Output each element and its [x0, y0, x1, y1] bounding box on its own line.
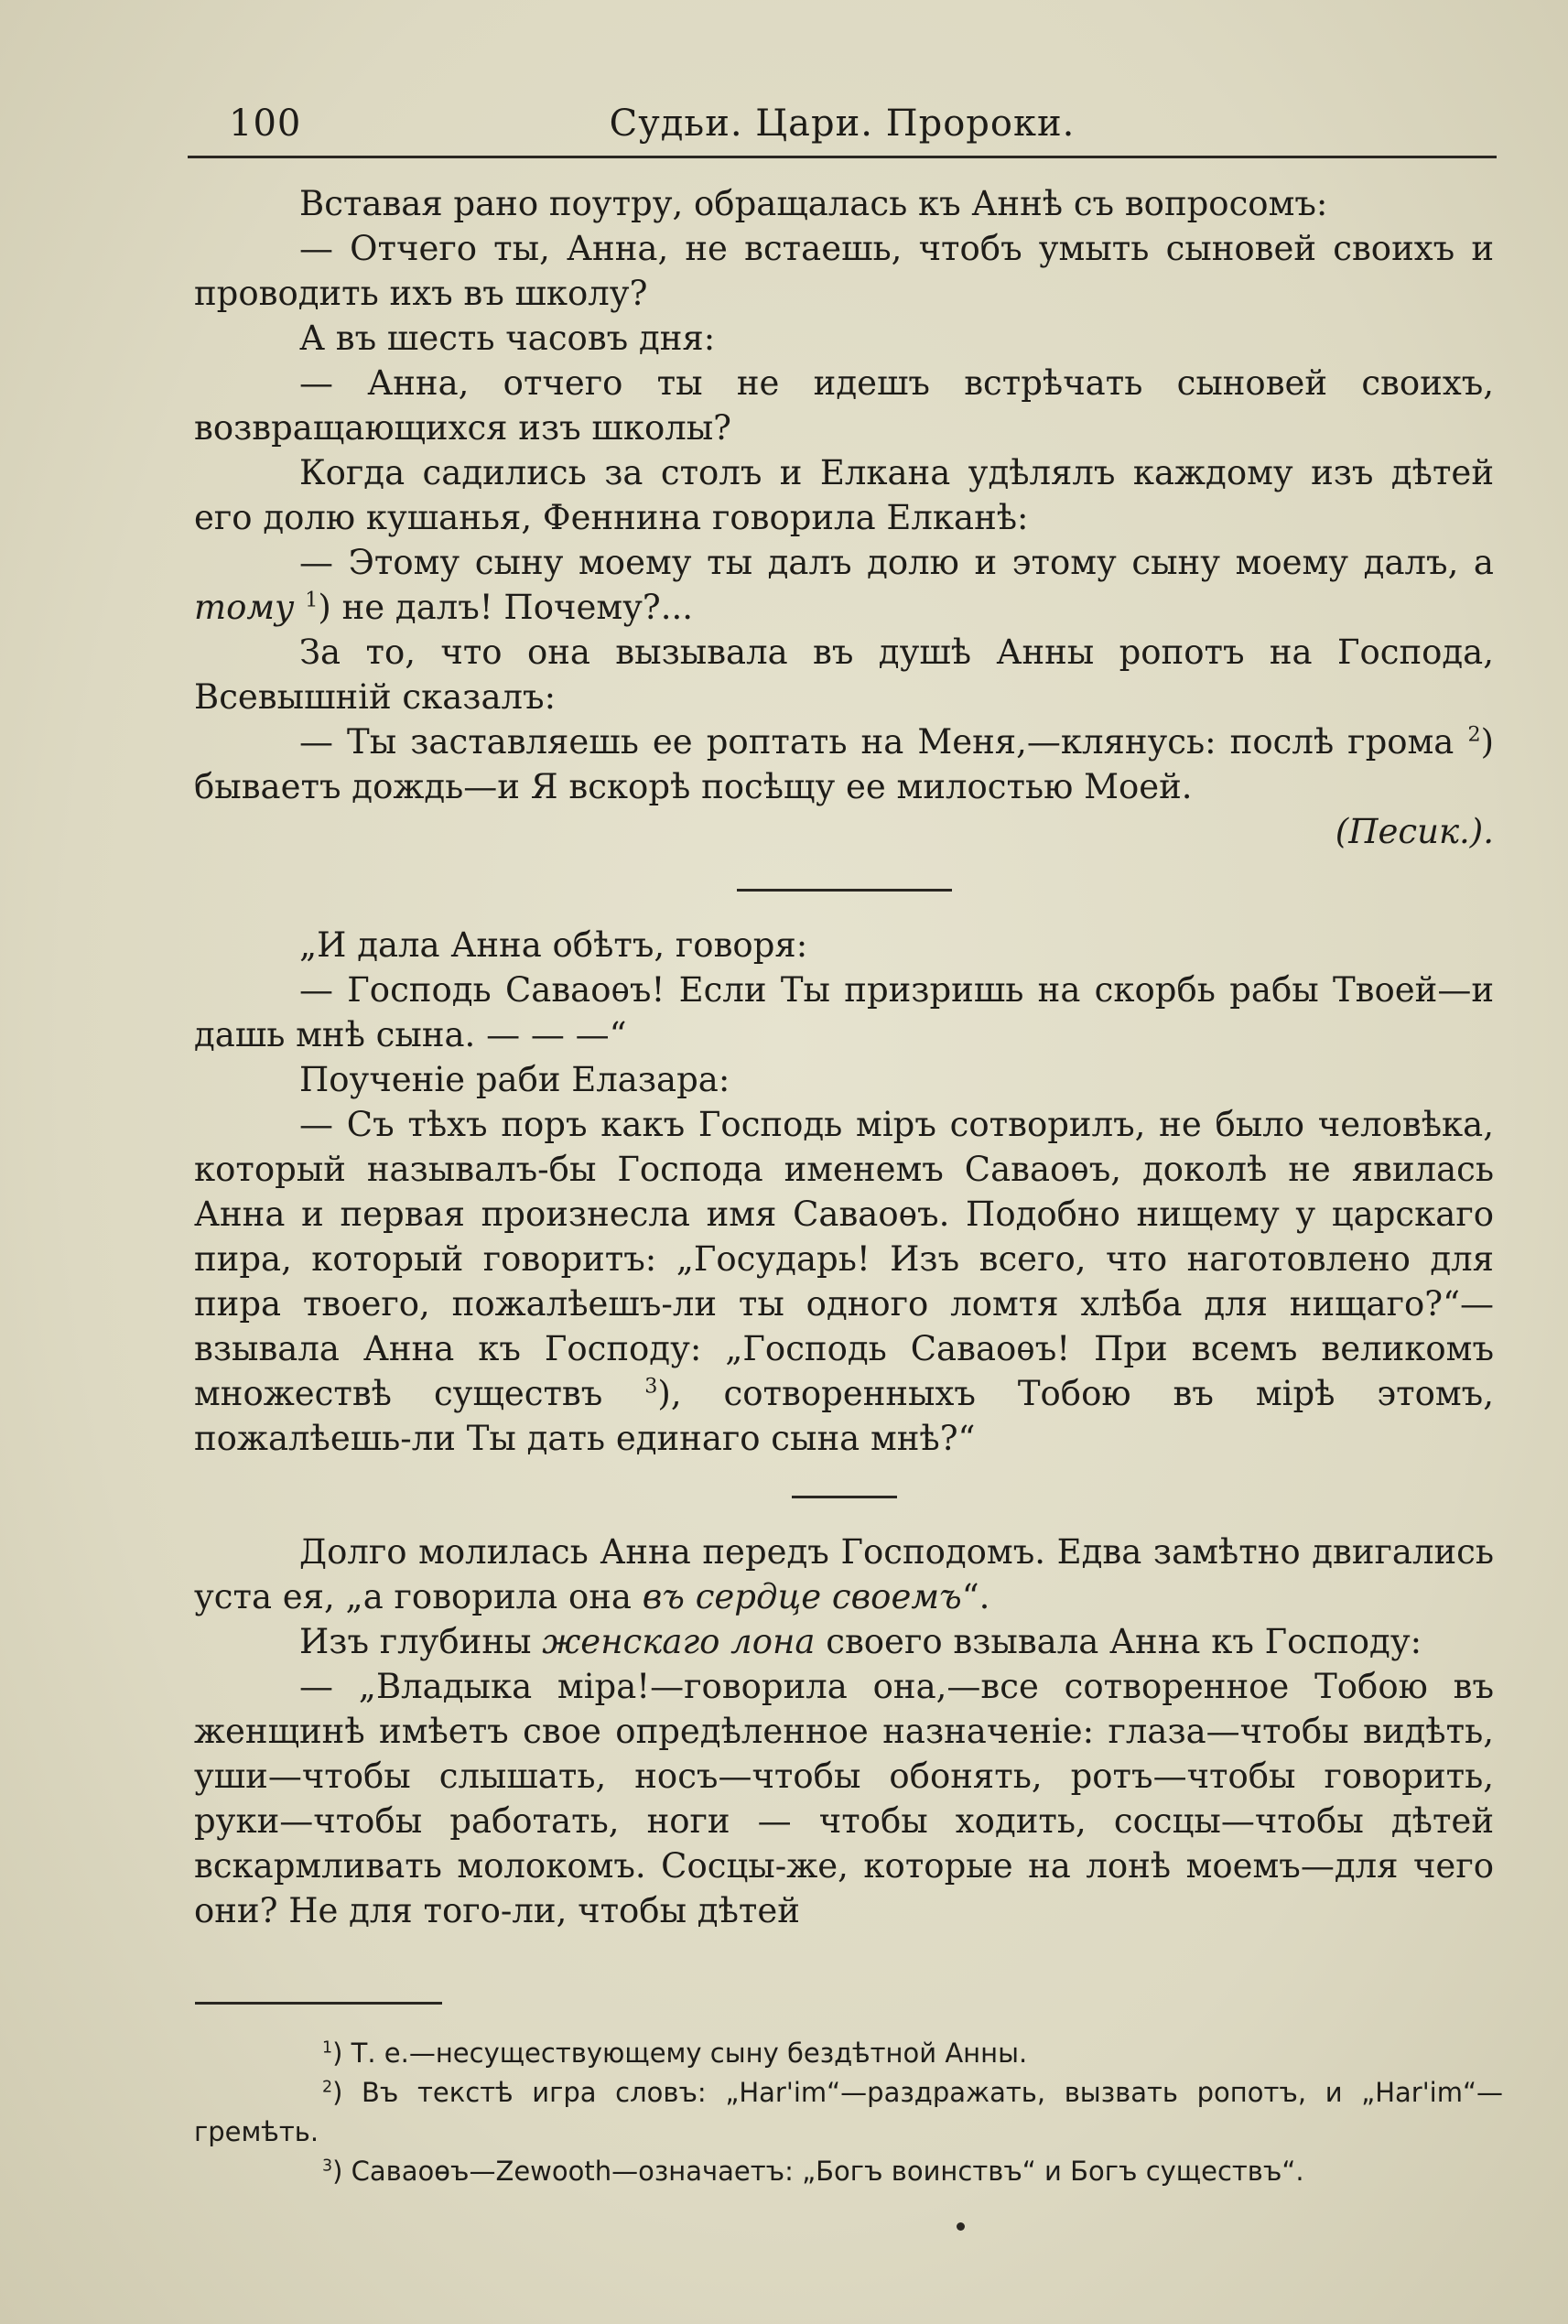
- paragraph: — Отчего ты, Анна, не встаешь, чтобъ умыть сыновей своихъ и проводить ихъ въ школу?: [194, 229, 1494, 313]
- text-run: ), сотворенныхъ Тобою въ мірѣ этомъ, пожалѣешь-ли Ты дать единаго сына мнѣ?“: [194, 1374, 1494, 1458]
- italic-text: въ сердце своемъ: [642, 1577, 962, 1616]
- paragraph: [194, 540, 1494, 630]
- paragraph: [194, 1530, 1494, 1619]
- paragraph: Вставая рано поутру, обращалась къ Аннѣ съ вопросомъ:: [299, 184, 1328, 223]
- paragraph: „И дала Анна обѣтъ, говоря:: [299, 925, 808, 965]
- italic-text: женскаго лона: [542, 1622, 816, 1661]
- paragraph: — Господь Саваоѳъ! Если Ты призришь на скорбь рабы Твоей—и дашь мнѣ сына. — — —“: [194, 970, 1494, 1054]
- footnote-text: ) Саваоѳъ—Zewooth—означаетъ: „Богъ воинствъ“ и Богъ существъ“.: [332, 2156, 1304, 2187]
- text-run: “.: [961, 1577, 990, 1616]
- text-run: — Этому сыну моему ты далъ долю и этому сыну моему далъ, а: [299, 543, 1494, 582]
- footnote-ref: 1: [305, 588, 319, 612]
- paragraph: — Анна, отчего ты не идешъ встрѣчать сыновей своихъ, возвращающихся изъ школы?: [194, 363, 1494, 448]
- paragraph: — „Владыка міра!—говорила она,—все сотворенное Тобою въ женщинѣ имѣетъ свое опредѣленное назначеніе: глаза—чтобы видѣть, уши—чтобы слышать, носъ—чтобы обонять, ротъ—чтобы говорить, руки—чтобы работать, ноги — чтобы ходить, сосцы—чтобы дѣтей вскармливать молокомъ. Сосцы-же, которые на лонѣ моемъ—для чего они? Не для того-ли, чтобы дѣтей: [194, 1667, 1494, 1930]
- ink-speck: [957, 2222, 965, 2231]
- paragraph: [194, 719, 1494, 809]
- footnote: [194, 2073, 1503, 2152]
- page-number: 100: [229, 103, 302, 145]
- paragraph: [194, 1102, 1494, 1461]
- footnotes: [194, 2034, 1503, 2191]
- source-citation: (Песик.).: [1335, 812, 1494, 851]
- footnote: [194, 2152, 1503, 2191]
- footnote-mark: 1: [322, 2038, 333, 2058]
- paragraph: [194, 1619, 1494, 1664]
- footnote: [194, 2034, 1503, 2073]
- text-run: ) не далъ! Почему?...: [318, 588, 694, 627]
- paragraph: За то, что она вызывала въ душѣ Анны ропотъ на Господа, Всевышній сказалъ:: [194, 632, 1494, 717]
- text-run: ) бываетъ дождь—и Я вскорѣ посѣщу ее милостью Моей.: [194, 722, 1494, 806]
- text-run: своего взывала Анна къ Господу:: [826, 1622, 1422, 1661]
- body-text: [194, 181, 1494, 1933]
- footnote-mark: 2: [322, 2078, 333, 2097]
- footnote-text: ) Т. е.—несуществующему сыну бездѣтной Анны.: [332, 2038, 1028, 2069]
- paragraph: Поученіе раби Елазара:: [299, 1060, 730, 1099]
- footnote-text: ) Въ текстѣ игра словъ: „Har'im“—раздражать, вызвать ропотъ, и „Har'im“—гремѣть.: [194, 2077, 1503, 2147]
- page-header: [188, 103, 1497, 157]
- paragraph: Когда садились за столъ и Елкана удѣлялъ каждому изъ дѣтей его долю кушанья, Феннина говорила Елканѣ:: [194, 453, 1494, 537]
- footnote-rule: [195, 2002, 442, 2005]
- footnote-mark: 3: [322, 2156, 333, 2176]
- section-divider: [737, 889, 952, 892]
- text-run: Долго молилась Анна передъ Господомъ. Едва замѣтно двигались уста ея, „а говорила она: [194, 1532, 1494, 1616]
- section-divider: [792, 1496, 897, 1498]
- footnote-ref: 3: [644, 1374, 658, 1399]
- text-run: — Ты заставляешь ее роптать на Меня,—клянусь: послѣ грома: [299, 722, 1454, 762]
- footnote-ref: 2: [1467, 722, 1481, 747]
- text-run: Изъ глубины: [299, 1622, 532, 1661]
- header-rule: [188, 156, 1497, 158]
- running-title: Судьи. Цари. Пророки.: [609, 103, 1076, 145]
- text-run: — Съ тѣхъ поръ какъ Господь міръ сотворилъ, не было человѣка, который называлъ-бы Господа именемъ Саваоѳъ, доколѣ не явилась Анна и первая произнесла имя Саваоѳъ. Подобно нищему у царскаго пира, который говоритъ: „Государь! Изъ всего, что наготовлено для пира твоего, пожалѣешъ-ли ты одного ломтя хлѣба для нищаго?“—взывала Анна къ Господу: „Господь Саваоѳъ! При всемъ великомъ множествѣ существъ: [194, 1105, 1494, 1413]
- paragraph: А въ шесть часовъ дня:: [299, 319, 716, 358]
- italic-text: тому: [194, 588, 295, 627]
